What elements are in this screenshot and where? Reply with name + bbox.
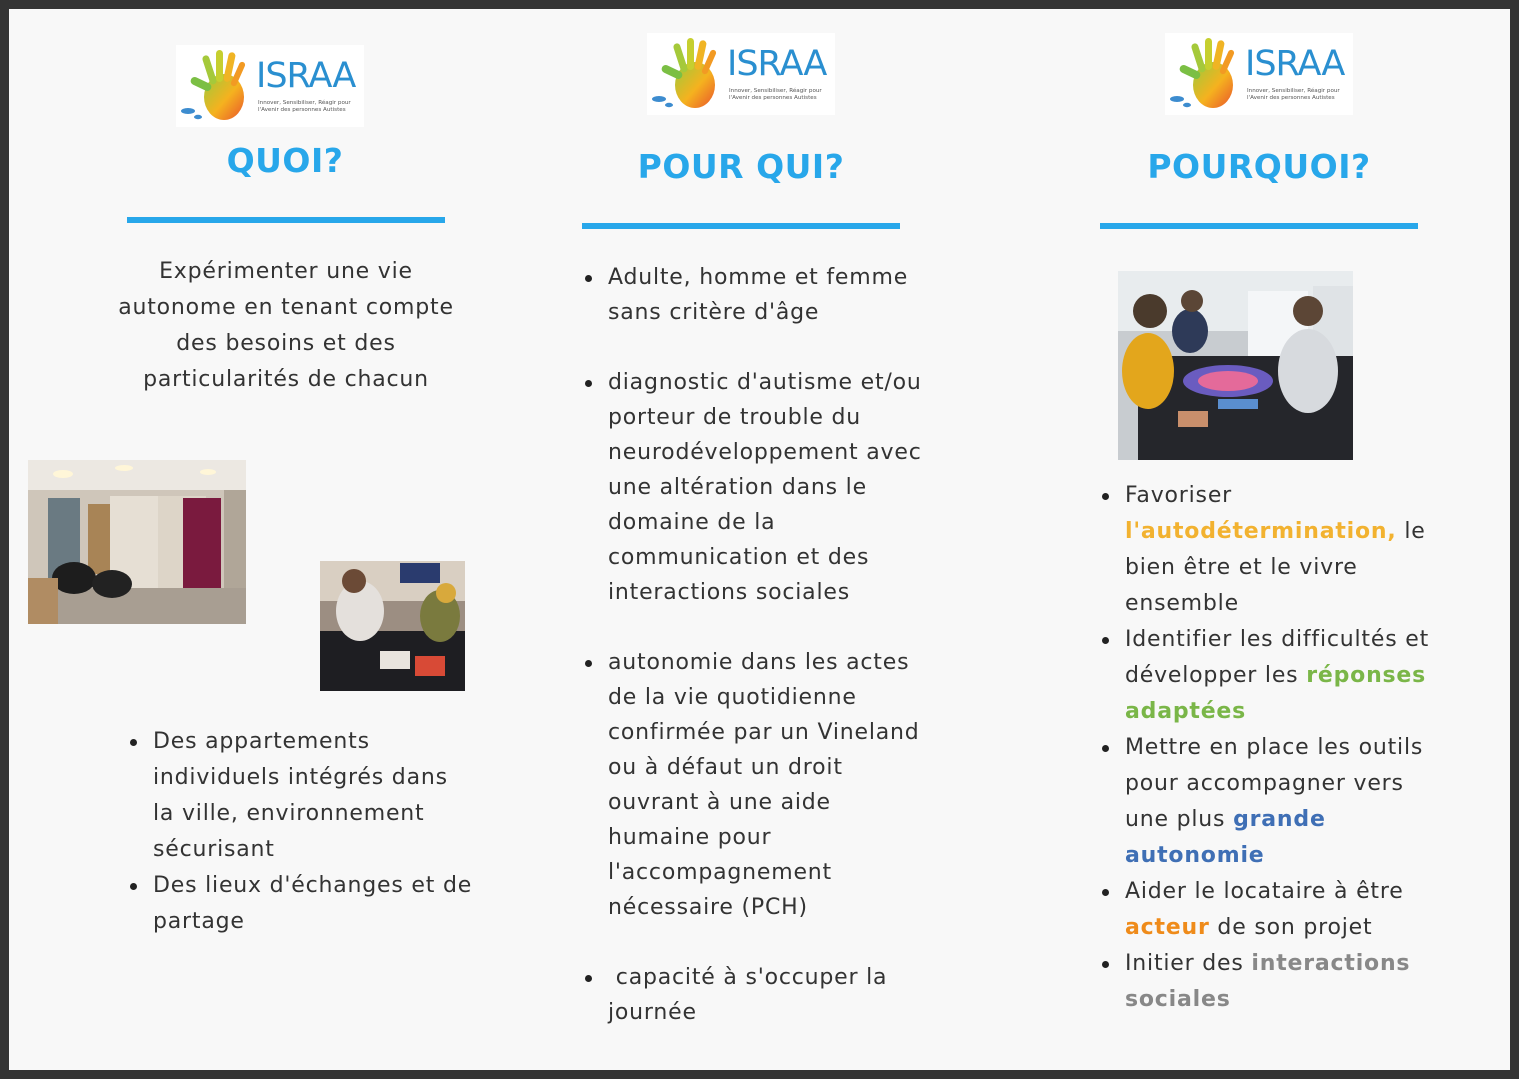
logo-tagline: Innover, Sensibiliser, Réagir pour l'Avenir des personnes Autistes <box>258 100 351 113</box>
logo-tagline: Innover, Sensibiliser, Réagir pour l'Avenir des personnes Autistes <box>1247 88 1340 101</box>
logo-wordmark: ISRAA <box>256 56 356 96</box>
quoi-title: QUOI? <box>226 141 344 180</box>
logo-wordmark: ISRAA <box>727 44 827 84</box>
apartment-photo <box>28 460 246 624</box>
pourquoi-list <box>1125 478 1445 1018</box>
israa-logo <box>176 45 364 127</box>
list-item: Des appartements individuels intégrés dans la ville, environnement sécurisant <box>153 724 473 868</box>
list-item: Des lieux d'échanges et de partage <box>153 868 473 940</box>
list-item: diagnostic d'autisme et/ou porteur de trouble du neurodéveloppement avec une altération dans le domaine de la communication et des interactions sociales <box>608 365 926 610</box>
list-item: Initier des interactions sociales <box>1125 946 1445 1018</box>
activity-photo <box>320 561 465 691</box>
logo-tagline: Innover, Sensibiliser, Réagir pour l'Avenir des personnes Autistes <box>729 88 822 101</box>
highlight-text: acteur <box>1125 915 1210 940</box>
pourqui-list <box>608 260 926 1030</box>
handprint-logo-icon <box>1165 33 1245 115</box>
list-item: Adulte, homme et femme sans critère d'âge <box>608 260 926 330</box>
israa-logo <box>1165 33 1353 115</box>
pourquoi-title: POURQUOI? <box>1147 147 1371 186</box>
list-item: autonomie dans les actes de la vie quotidienne confirmée par un Vineland ou à défaut un droit ouvrant à une aide humaine pour l'accompagnement nécessaire (PCH) <box>608 645 926 925</box>
quoi-list <box>153 724 473 940</box>
highlight-text: grande autonomie <box>1125 807 1326 868</box>
list-item: Identifier les difficultés et développer les réponses adaptées <box>1125 622 1445 730</box>
logo-wordmark: ISRAA <box>1245 44 1345 84</box>
highlight-text: réponses adaptées <box>1125 663 1427 724</box>
pourqui-divider <box>582 223 900 229</box>
list-item: capacité à s'occuper la journée <box>608 960 926 1030</box>
israa-logo <box>647 33 835 115</box>
highlight-text: l'autodétermination, <box>1125 519 1397 544</box>
handprint-logo-icon <box>647 33 727 115</box>
list-item: Favoriser l'autodétermination, le bien être et le vivre ensemble <box>1125 478 1445 622</box>
pourquoi-divider <box>1100 223 1418 229</box>
quoi-divider <box>127 217 445 223</box>
quoi-intro: Expérimenter une vie autonome en tenant compte des besoins et des particularités de chacun <box>118 259 454 392</box>
board-game-photo <box>1118 271 1353 460</box>
brochure-sheet <box>9 9 1510 1070</box>
list-item: Aider le locataire à être acteur de son projet <box>1125 874 1445 946</box>
handprint-logo-icon <box>176 45 256 127</box>
highlight-text: interactions sociales <box>1125 951 1411 1012</box>
list-item: Mettre en place les outils pour accompagner vers une plus grande autonomie <box>1125 730 1445 874</box>
pourqui-title: POUR QUI? <box>637 147 845 186</box>
